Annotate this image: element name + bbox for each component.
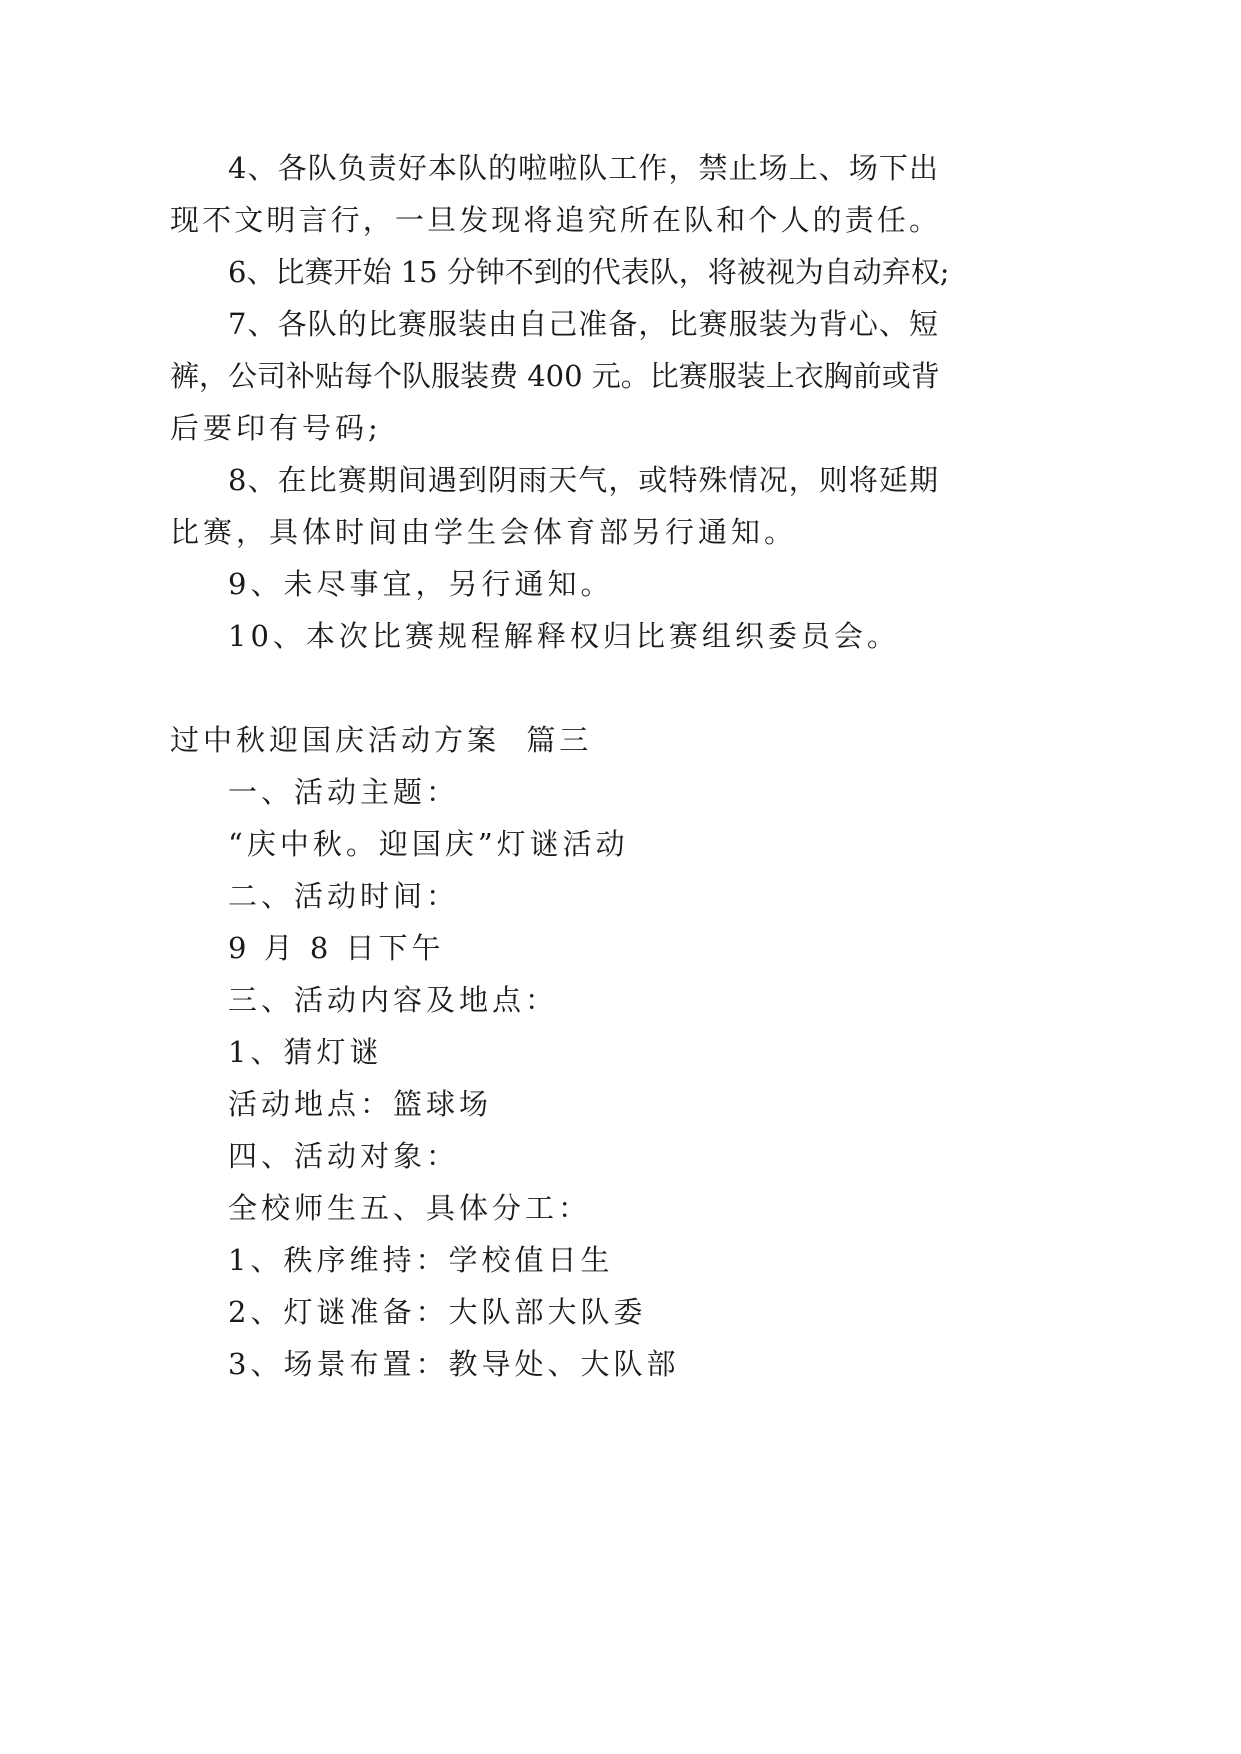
section-three-item-2: “庆中秋。迎国庆”灯谜活动 (228, 827, 629, 861)
section-three-item-12: 3、场景布置：教导处、大队部 (228, 1347, 680, 1381)
section-three-item-8: 四、活动对象： (228, 1139, 460, 1173)
rule-8-line-1: 8、在比赛期间遇到阴雨天气，或特殊情况，则将延期 (228, 463, 938, 497)
rule-4-line-2: 现不文明言行，一旦发现将追究所在队和个人的责任。 (170, 203, 938, 237)
section-three-item-10: 1、秩序维持：学校值日生 (228, 1243, 614, 1277)
section-three-item-6: 1、猜灯谜 (228, 1035, 383, 1069)
rule-7-line-1: 7、各队的比赛服装由自己准备，比赛服装为背心、短 (228, 307, 938, 341)
rule-9-line-1: 9、未尽事宜，另行通知。 (228, 567, 614, 601)
section-three-title: 过中秋迎国庆活动方案 篇三 (170, 723, 593, 757)
rule-7-line-2: 裤，公司补贴每个队服装费 400 元。比赛服装上衣胸前或背 (170, 359, 940, 393)
section-three-item-5: 三、活动内容及地点： (228, 983, 559, 1017)
section-three-item-3: 二、活动时间： (228, 879, 460, 913)
rule-4-line-1: 4、各队负责好本队的啦啦队工作，禁止场上、场下出 (228, 151, 938, 185)
rule-6-line-1: 6、比赛开始 15 分钟不到的代表队，将被视为自动弃权; (228, 255, 950, 289)
rule-8-line-2: 比赛，具体时间由学生会体育部另行通知。 (170, 515, 798, 549)
rule-10-line-1: 10、本次比赛规程解释权归比赛组织委员会。 (228, 619, 900, 653)
section-three-item-11: 2、灯谜准备：大队部大队委 (228, 1295, 647, 1329)
rule-7-line-3: 后要印有号码; (170, 411, 382, 445)
section-three-item-7: 活动地点：篮球场 (228, 1087, 493, 1121)
section-three-item-1: 一、活动主题： (228, 775, 460, 809)
section-three-item-9: 全校师生五、具体分工： (228, 1191, 592, 1225)
section-three-item-4: 9 月 8 日下午 (228, 931, 445, 965)
